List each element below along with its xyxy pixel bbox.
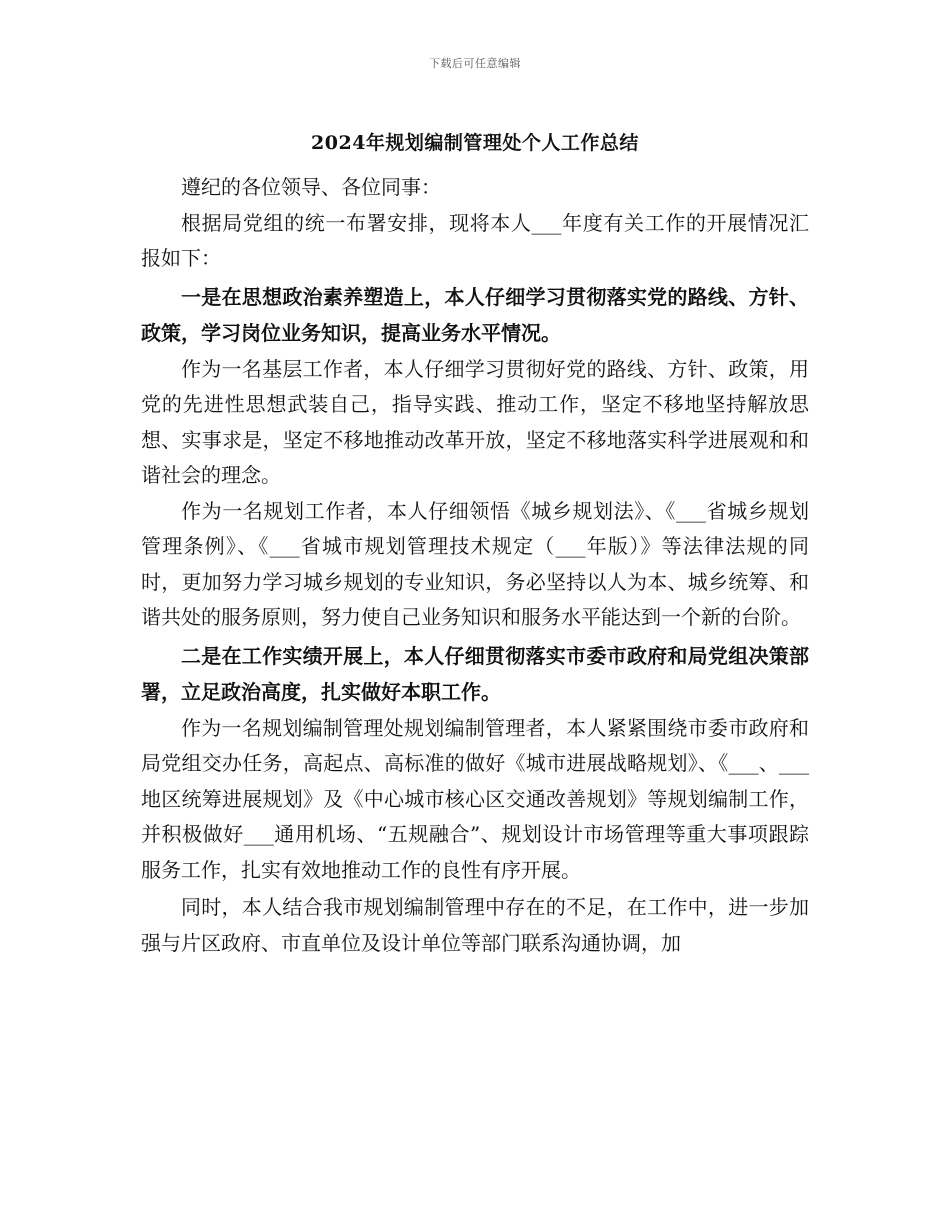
section-heading-2: 二是在工作实绩开展上，本人仔细贯彻落实市委市政府和局党组决策部署，立足政治高度，扎实做好本职工作。 (141, 643, 809, 704)
header-watermark: 下载后可任意编辑 (429, 57, 521, 70)
paragraph: 同时，本人结合我市规划编制管理中存在的不足，在工作中，进一步加强与片区政府、市直单位及设计单位等部门联系沟通协调，加 (141, 895, 809, 955)
paragraph: 作为一名基层工作者，本人仔细学习贯彻好党的路线、方针、政策，用党的先进性思想武装自己，指导实践、推动工作，坚定不移地坚持解放思想、实事求是，坚定不移地推动改革开放，坚定不移地落实科学进展观和和谐社会的理念。 (141, 356, 809, 487)
paragraph-intro: 根据局党组的统一布署安排，现将本人___年度有关工作的开展情况汇报如下： (141, 210, 809, 270)
document-title: 2024年规划编制管理处个人工作总结 (311, 132, 639, 154)
paragraph: 作为一名规划编制管理处规划编制管理者，本人紧紧围绕市委市政府和局党组交办任务，高起点、高标准的做好《城市进展战略规划》、《___、___地区统筹进展规划》及《中心城市核心区交通改善规划》等规划编制工作，并积极做好___通用机场、“五规融合”、规划设计市场管理等重大事项跟踪服务工作，扎实有效地推动工作的良性有序开展。 (141, 715, 809, 882)
paragraph: 作为一名规划工作者，本人仔细领悟《城乡规划法》、《___省城乡规划管理条例》、《___省城市规划管理技术规定（___年版）》等法律法规的同时，更加努力学习城乡规划的专业知识，务必坚持以人为本、城乡统筹、和谐共处的服务原则，努力使自己业务知识和服务水平能达到一个新的台阶。 (141, 498, 809, 629)
document-body (141, 170, 809, 961)
paragraph-salutation: 遵纪的各位领导、各位同事： (181, 175, 441, 199)
section-heading-1: 一是在思想政治素养塑造上，本人仔细学习贯彻落实党的路线、方针、政策，学习岗位业务知识，提高业务水平情况。 (141, 284, 809, 345)
